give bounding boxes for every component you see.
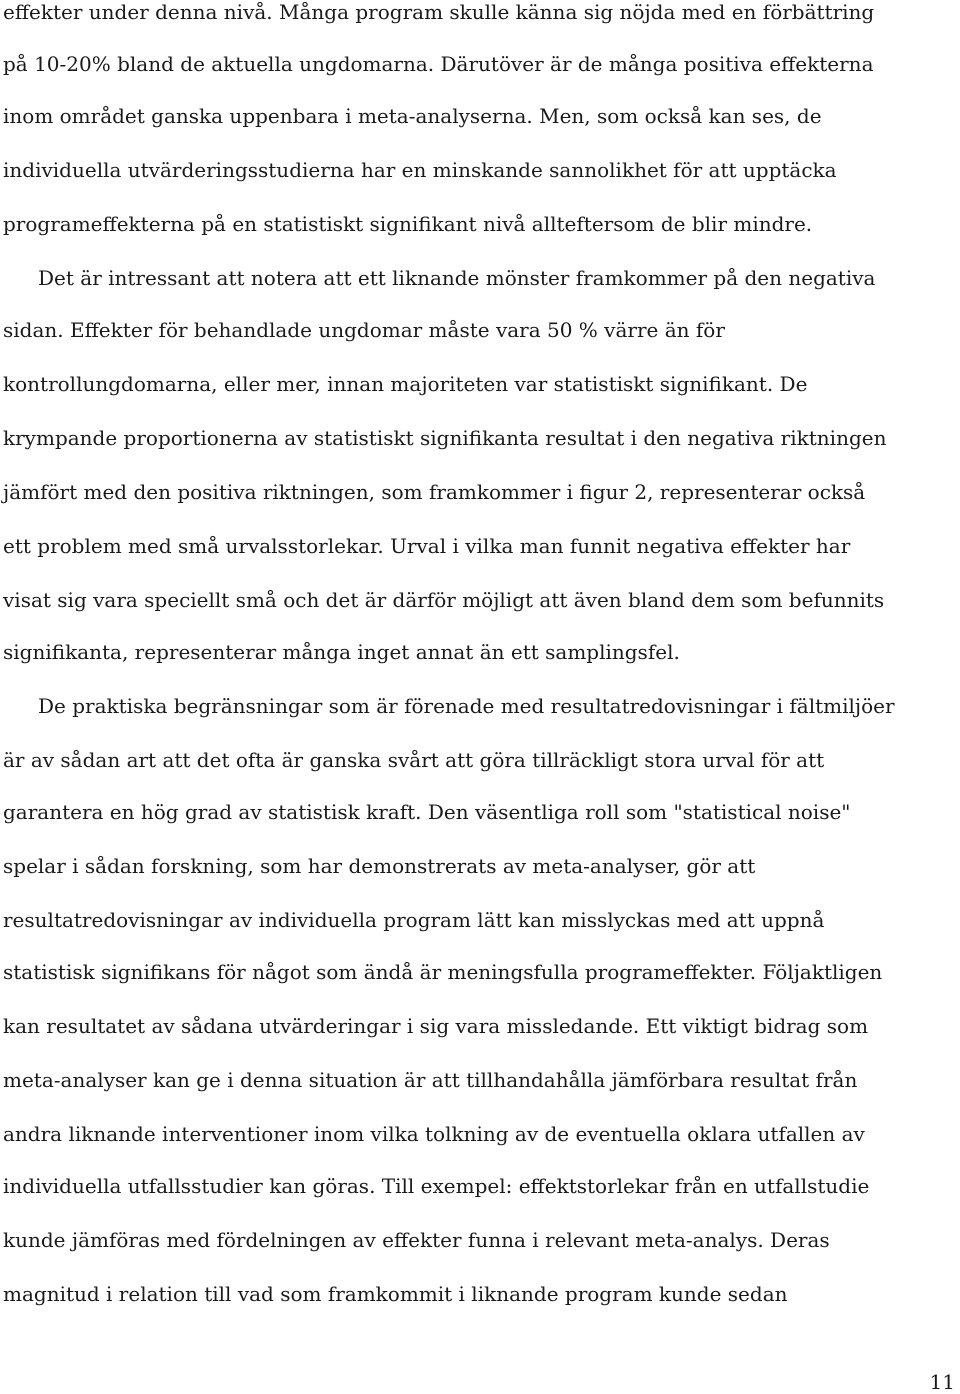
text-line: krympande proportionerna av statistiskt signifikanta resultat i den negativa riktningen: [3, 426, 887, 450]
text-line: jämfört med den positiva riktningen, som framkommer i figur 2, representerar också: [3, 480, 866, 504]
text-line: magnitud i relation till vad som framkommit i liknande program kunde sedan: [3, 1282, 788, 1306]
text-line: på 10-20% bland de aktuella ungdomarna. Därutöver är de många positiva effekterna: [3, 52, 874, 76]
text-line: signifikanta, representerar många inget annat än ett samplingsfel.: [3, 640, 680, 664]
text-line: Det är intressant att notera att ett liknande mönster framkommer på den negativa: [38, 266, 876, 290]
text-line: meta-analyser kan ge i denna situation är att tillhandahålla jämförbara resultat från: [3, 1068, 858, 1092]
text-line: är av sådan art att det ofta är ganska svårt att göra tillräckligt stora urval för att: [3, 748, 825, 772]
text-line: visat sig vara speciellt små och det är därför möjligt att även bland dem som befunnits: [3, 588, 885, 612]
text-line: individuella utvärderingsstudierna har en minskande sannolikhet för att upptäcka: [3, 158, 837, 182]
text-line: programeffekterna på en statistiskt signifikant nivå allteftersom de blir mindre.: [3, 212, 813, 236]
text-line: statistisk signifikans för något som ändå är meningsfulla programeffekter. Följaktligen: [3, 960, 883, 984]
text-line: resultatredovisningar av individuella program lätt kan misslyckas med att uppnå: [3, 908, 825, 932]
text-line: effekter under denna nivå. Många program skulle känna sig nöjda med en förbättring: [3, 0, 875, 24]
text-line: kunde jämföras med fördelningen av effekter funna i relevant meta-analys. Deras: [3, 1228, 830, 1252]
text-line: inom området ganska uppenbara i meta-analyserna. Men, som också kan ses, de: [3, 104, 822, 128]
text-line: De praktiska begränsningar som är förenade med resultatredovisningar i fältmiljöer: [38, 694, 895, 718]
text-line: kan resultatet av sådana utvärderingar i sig vara missledande. Ett viktigt bidrag som: [3, 1014, 869, 1038]
page-number: 11: [929, 1370, 955, 1394]
text-line: kontrollungdomarna, eller mer, innan majoriteten var statistiskt signifikant. De: [3, 372, 808, 396]
text-line: spelar i sådan forskning, som har demonstrerats av meta-analyser, gör att: [3, 854, 756, 878]
text-line: andra liknande interventioner inom vilka tolkning av de eventuella oklara utfallen av: [3, 1122, 865, 1146]
text-line: individuella utfallsstudier kan göras. Till exempel: effektstorlekar från en utfallstudie: [3, 1174, 870, 1198]
text-line: ett problem med små urvalsstorlekar. Urval i vilka man funnit negativa effekter har: [3, 534, 851, 558]
text-line: sidan. Effekter för behandlade ungdomar måste vara 50 % värre än för: [3, 318, 725, 342]
text-line: garantera en hög grad av statistisk kraft. Den väsentliga roll som "statistical noise": [3, 800, 851, 824]
